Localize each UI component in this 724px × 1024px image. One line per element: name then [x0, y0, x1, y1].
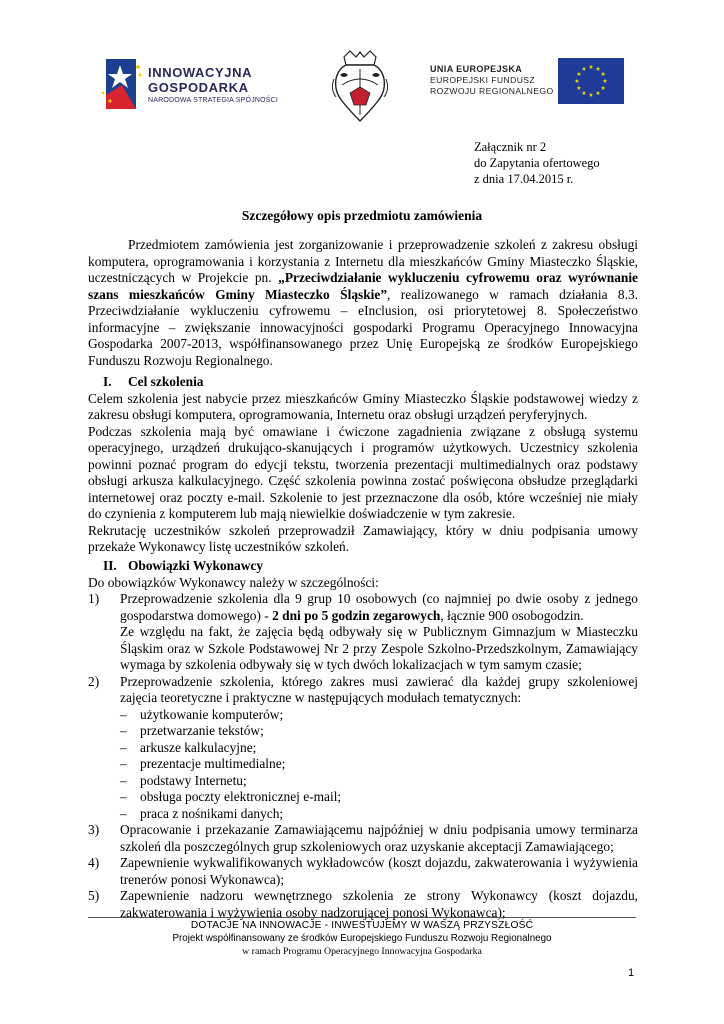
footer-slogan: DOTACJE NA INNOWACJE - INWESTUJEMY W WASZĄ PRZYSZŁOŚĆ [190, 920, 534, 931]
annex-note [474, 139, 600, 187]
list-item [88, 822, 638, 855]
intro-paragraph [88, 237, 638, 369]
list-item-text: Przeprowadzenie szkolenia dla 9 grup 10 osobowych (co najmniej po dwie osoby z jednego gospodarstwa domowego) - [120, 591, 638, 623]
intro-text-2: , realizowanego w ramach działania 8.3. Przeciwdziałanie wykluczeniu cyfrowemu – eInclusion, osi priorytetowej 8. Społeczeństwo informacyjne – zwiększanie innowacyjności gospodarki Programu Operacyjnego Innowacyjna Gospodarka 2007-2013, współfinansowanego przez Unię Europejską ze środków Europejskiego Funduszu Rozwoju Regionalnego. [88, 286, 639, 368]
document-title: Szczegółowy opis przedmiotu zamówienia [241, 208, 483, 223]
section-cel-szkolenia [88, 374, 638, 556]
section2-heading: Obowiązki Wykonawcy [128, 558, 264, 573]
list-item [88, 855, 638, 888]
eu-logo-line1: UNIA EUROPEJSKA [430, 64, 523, 74]
list-item-number: 2) [88, 673, 100, 689]
project-name: „Przeciwdziałanie wykluczeniu cyfrowemu oraz wyrównanie szans mieszkańców Gminy Miasteczko Śląskie” [88, 270, 638, 302]
ig-logo-line2: GOSPODARKA [148, 80, 249, 95]
list-item-number: 1) [88, 591, 100, 606]
module-item: – praca z nośnikami danych; [88, 806, 638, 823]
list-item [88, 591, 638, 674]
eu-logo [430, 58, 625, 110]
list-item-text: Opracowanie i przekazanie Zamawiającemu najpóźniej w dniu podpisania umowy terminarza szkoleń dla poszczególnych grup szkoleniowych oraz uzyskanie akceptacji Zamawiającego; [120, 822, 638, 854]
module-item: – obsługa poczty elektronicznej e-mail; [88, 789, 638, 806]
section1-paragraph-1: Celem szkolenia jest nabycie przez mieszkańców Gminy Miasteczko Śląskie podstawowej wiedzy z zakresu obsługi komputera, oprogramowania, Internetu oraz obsługi urządzeń peryferyjnych. [88, 390, 638, 422]
section1-heading: Cel szkolenia [128, 374, 204, 389]
ig-logo-subtitle: NARODOWA STRATEGIA SPÓJNOŚCI [148, 97, 279, 104]
module-item: – arkusze kalkulacyjne; [88, 740, 638, 757]
annex-line3: z dnia 17.04.2015 r. [474, 172, 574, 186]
module-item: – podstawy Internetu; [88, 773, 638, 790]
section2-lead: Do obowiązków Wykonawcy należy w szczególności: [88, 574, 379, 590]
list-item-continuation: Ze względu na fakt, że zajęcia będą odbywały się w Publicznym Gimnazjum w Miasteczku Śląskim oraz w Szkole Podstawowej Nr 2 przy Zespole Szkolno-Przedszkolnym, Zamawiający wymaga by szkolenia odbywały się w tych dwóch lokalizacjach w tym samym czasie; [120, 624, 638, 672]
training-duration: 2 dni po 5 godzin zegarowych [272, 607, 441, 623]
footer-programme-note: w ramach Programu Operacyjnego Innowacyjna Gospodarka [242, 946, 482, 957]
module-item: – użytkowanie komputerów; [88, 707, 638, 724]
section2-number: II. [103, 558, 117, 573]
list-item [88, 674, 638, 707]
page-number: 1 [628, 967, 635, 979]
module-item: – prezentacje multimedialne; [88, 756, 638, 773]
section1-paragraph-2: Podczas szkolenia mają być omawiane i ćwiczone zagadnienia związane z obsługą systemu operacyjnego, urządzeń drukująco-skanujących i programów użytkowych. Uczestnicy szkolenia powinni poznać program do edycji tekstu, tworzenia prezentacji multimedialnych oraz podstawy obsługi arkusza kalkulacyjnego. Część szkolenia powinna zostać poświęcona obsłudze przeglądarki internetowej oraz poczty e-mail. Szkolenie to jest przeznaczone dla osób, które wcześniej nie miały do czynienia z komputerem lub mają niewielkie doświadczenie w tym zakresie. [88, 423, 638, 521]
list-item-number: 3) [88, 822, 100, 837]
footer-funding-note: Projekt współfinansowany ze środków Europejskiego Funduszu Rozwoju Regionalnego [172, 933, 552, 944]
list-item-text: Zapewnienie nadzoru wewnętrznego szkolenia ze strony Wykonawcy (koszt dojazdu, zakwaterowania i wyżywienia osoby nadzorującej ponosi Wykonawca); [120, 888, 638, 920]
section1-paragraph-3: Rekrutację uczestników szkoleń przeprowadził Zamawiający, który w dniu podpisania umowy przekaże Wykonawcy listę uczestników szkoleń. [88, 522, 638, 554]
eu-flag-icon [558, 58, 624, 104]
innowacyjna-gospodarka-logo [100, 55, 290, 115]
module-item: – przetwarzanie tekstów; [88, 723, 638, 740]
section-obowiazki-wykonawcy [88, 558, 638, 921]
list-item-text: Przeprowadzenie szkolenia, którego zakres musi zawierać dla każdej grupy szkoleniowej zajęcia teoretyczne i praktyczne w następujących modułach tematycznych: [120, 673, 638, 705]
section1-number: I. [103, 374, 112, 389]
footer-divider [88, 917, 636, 918]
eu-logo-line2: EUROPEJSKI FUNDUSZ [430, 75, 536, 85]
intro-text-1: Przedmiotem zamówienia jest zorganizowanie i przeprowadzenie szkoleń z zakresu obsługi komputera, oprogramowania i korzystania z Internetu dla mieszkańców Gminy Miasteczko Śląskie, uczestniczących w Projekcie pn. [88, 237, 638, 285]
annex-line1: Załącznik nr 2 [474, 140, 547, 154]
page-footer [88, 919, 636, 958]
annex-line2: do Zapytania ofertowego [474, 156, 600, 170]
eu-logo-line3: ROZWOJU REGIONALNEGO [430, 86, 554, 96]
list-item-number: 4) [88, 855, 100, 870]
ig-logo-line1: INNOWACYJNA [148, 65, 253, 80]
list-item-text: Zapewnienie wykwalifikowanych wykładowców (koszt dojazdu, zakwaterowania i wyżywienia trenerów ponosi Wykonawca); [120, 855, 638, 887]
list-item-text: , łącznie 900 osobogodzin. [440, 607, 584, 623]
list-item-number: 5) [88, 888, 100, 903]
coat-of-arms-icon [330, 49, 390, 125]
ig-star-icon [100, 55, 146, 113]
